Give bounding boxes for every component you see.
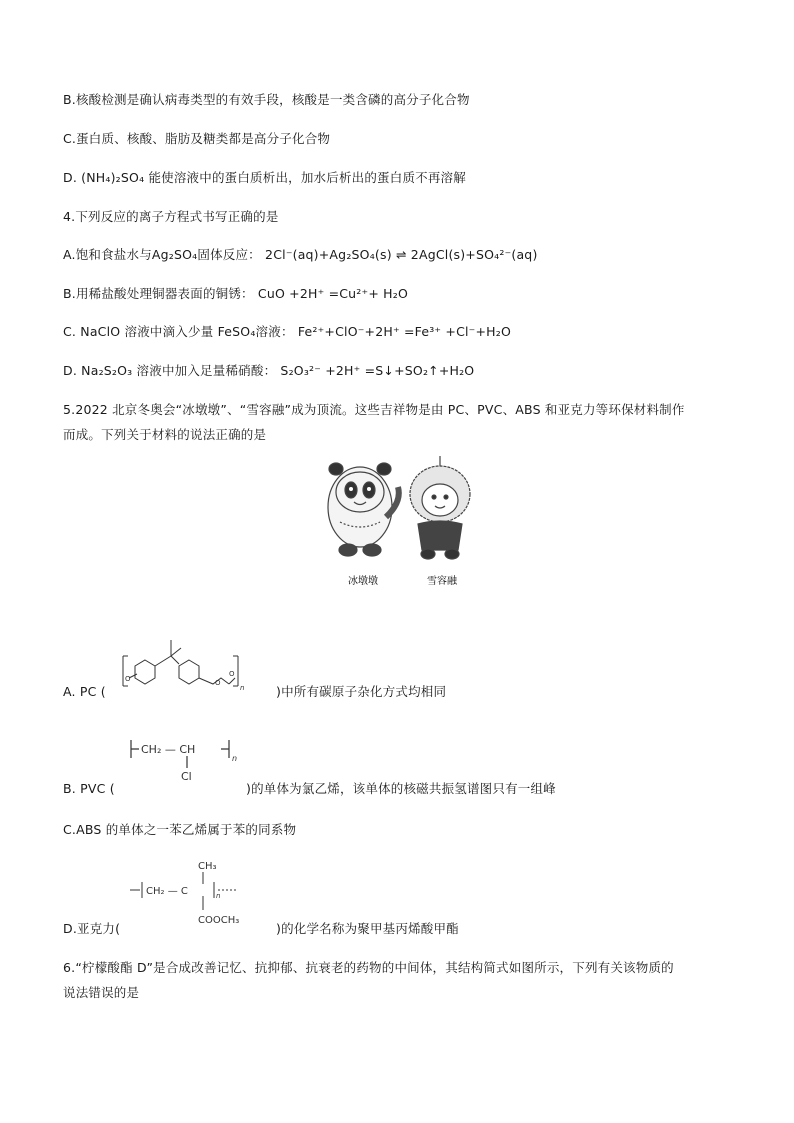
pmma-methyl: CH₃	[198, 861, 217, 872]
pvc-subscript-n: n	[232, 754, 238, 763]
option-b-q5-prefix: B. PVC (	[63, 781, 115, 796]
pc-subscript-n: n	[240, 684, 245, 692]
svg-text:O: O	[215, 679, 221, 687]
option-a-q5-suffix: )中所有碳原子杂化方式均相同	[276, 684, 447, 699]
option-c-q5: C.ABS 的单体之一苯乙烯属于苯的同系物	[63, 822, 297, 837]
option-a-q4: A.饱和食盐水与Ag₂SO₄固体反应： 2Cl⁻(aq)+Ag₂SO₄(s) ⇌ 2AgCl(s)+SO₄²⁻(aq)	[63, 247, 538, 262]
option-d-q5-prefix: D.亚克力(	[63, 921, 121, 936]
option-b-q4: B.用稀盐酸处理铜器表面的铜锈： CuO +2H⁺ =Cu²⁺+ H₂O	[63, 286, 409, 301]
pmma-backbone: CH₂ — C	[146, 886, 188, 897]
option-c-q4: C. NaClO 溶液中滴入少量 FeSO₄溶液： Fe²⁺+ClO⁻+2H⁺ =Fe³⁺ +Cl⁻+H₂O	[63, 324, 511, 339]
question-4: 4.下列反应的离子方程式书写正确的是	[63, 209, 279, 224]
mascot-figure	[310, 432, 490, 597]
pvc-backbone: CH₂ — CH	[141, 743, 196, 756]
pmma-ester: COOCH₃	[198, 915, 240, 926]
question-6-line1: 6.“柠檬酸酯 D”是合成改善记忆、抗抑郁、抗衰老的药物的中间体，其结构简式如图所示，下列有关该物质的	[63, 960, 674, 975]
option-d-q4: D. Na₂S₂O₃ 溶液中加入足量稀硝酸： S₂O₃²⁻ +2H⁺ =S↓+SO₂↑+H₂O	[63, 363, 475, 378]
question-5-line1: 5.2022 北京冬奥会“冰墩墩”、“雪容融”成为顶流。这些吉祥物是由 PC、PVC、ABS 和亚克力等环保材料制作	[63, 402, 685, 417]
caption-bing-dwen-dwen: 冰墩墩	[348, 576, 378, 587]
caption-shuey-rhon-rhon: 雪容融	[427, 576, 457, 587]
option-a-q5-prefix: A. PC (	[63, 684, 106, 699]
option-b-q5-suffix: )的单体为氯乙烯，该单体的核磁共振氢谱图只有一组峰	[246, 781, 556, 796]
pc-structure	[115, 628, 275, 700]
option-d-q3: D. (NH₄)₂SO₄ 能使溶液中的蛋白质析出，加水后析出的蛋白质不再溶解	[63, 170, 466, 185]
svg-text:O: O	[229, 670, 235, 678]
question-6-line2: 说法错误的是	[63, 985, 140, 1000]
shuey-rhon-rhon-illustration	[410, 456, 470, 559]
svg-text:O: O	[125, 675, 131, 683]
pmma-structure	[128, 856, 278, 936]
question-5-line2: 而成。下列关于材料的说法正确的是	[63, 427, 267, 442]
option-d-q5-suffix: )的化学名称为聚甲基丙烯酸甲酯	[276, 921, 459, 936]
option-b-q3: B.核酸检测是确认病毒类型的有效手段，核酸是一类含磷的高分子化合物	[63, 92, 470, 107]
pmma-subscript-n: n	[216, 892, 221, 900]
pvc-chlorine: Cl	[181, 770, 192, 783]
option-c-q3: C.蛋白质、核酸、脂肪及糖类都是高分子化合物	[63, 131, 331, 146]
bing-dwen-dwen-illustration	[328, 463, 399, 556]
pvc-structure	[125, 730, 245, 788]
